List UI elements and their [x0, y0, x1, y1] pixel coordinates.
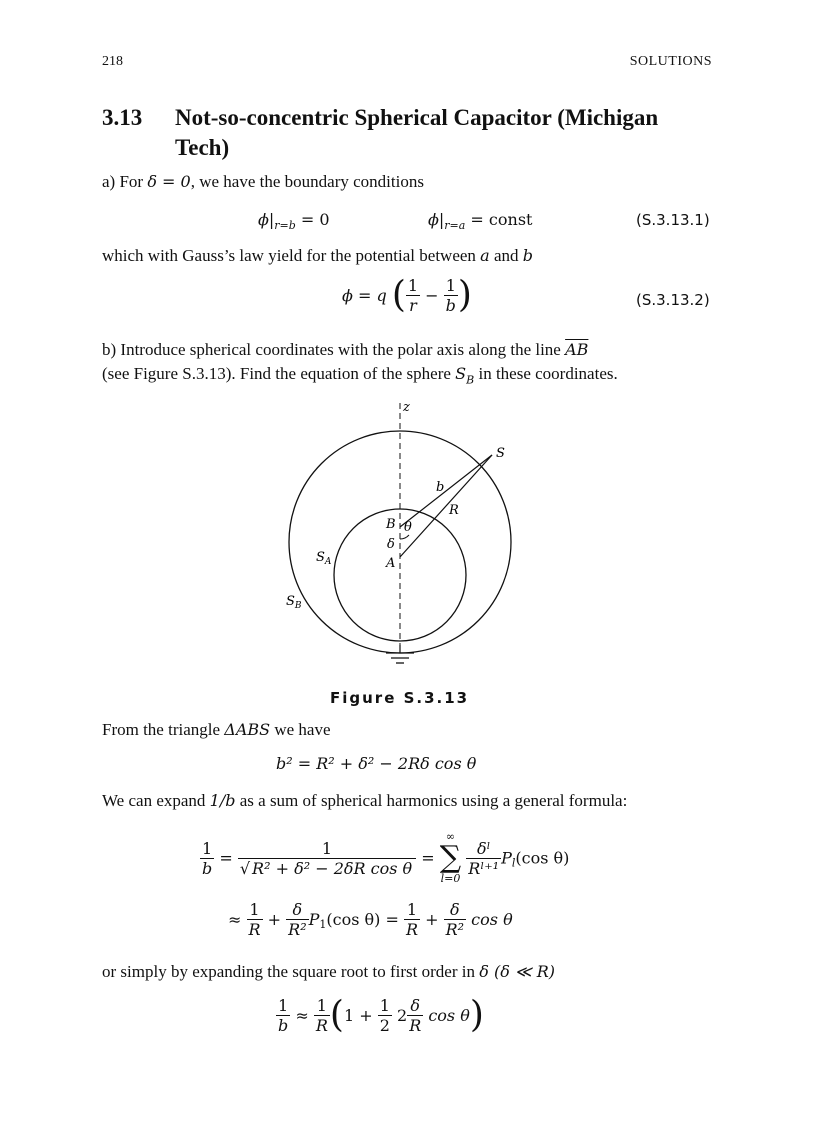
theta-arc [400, 535, 409, 539]
equation-1-right: $\phi|_{r=a}$ = const [428, 210, 533, 233]
line-BS [400, 455, 492, 527]
label-R: R [449, 503, 459, 518]
part-a-intro [102, 172, 424, 192]
equation-1-label: (S.3.13.1) [636, 211, 710, 229]
triangle-sentence: From the triangle ΔABS we have [102, 720, 331, 739]
label-A: A [386, 556, 396, 571]
part-a-suffix: , we have the boundary conditions [190, 172, 424, 191]
part-a-prefix: a) For [102, 172, 148, 191]
label-b: b [436, 480, 445, 495]
label-SA: $S_A$ [316, 550, 332, 567]
section-title-line2: Tech) [175, 135, 230, 160]
label-theta: θ [404, 520, 412, 535]
part-b-line1: b) Introduce spherical coordinates with the polar axis along the line $\overline{AB}$ [102, 340, 589, 359]
running-head: SOLUTIONS [629, 54, 712, 69]
law-of-cosines: b² = R² + δ² − 2Rδ cos θ [276, 754, 477, 773]
label-SB: $S_B$ [286, 594, 302, 611]
part-a-condition: δ = 0 [147, 172, 191, 191]
section-title [102, 103, 658, 163]
page-number: 218 [102, 54, 123, 69]
line-AS [400, 455, 492, 557]
capacitor-figure [260, 395, 540, 680]
equation-2-label: (S.3.13.2) [636, 291, 710, 309]
expand-sentence: We can expand 1/b as a sum of spherical harmonics using a general formula: [102, 791, 628, 810]
label-z: z [403, 400, 410, 415]
gauss-sentence: which with Gauss’s law yield for the potential between a and b [102, 246, 534, 265]
label-S: S [496, 446, 505, 461]
label-delta: δ [387, 537, 395, 552]
label-B: B [386, 517, 396, 532]
simply-sentence: or simply by expanding the square root to first order in δ (δ ≪ R) [102, 962, 556, 981]
figure-caption: Figure S.3.13 [330, 689, 470, 707]
final-equation: $\frac{1}{b}$ ≈ $\frac{1}{R}$ (1 + $\frac{1}{2}$ 2 $\frac{\delta}{R}$ cos θ) [278, 994, 484, 1036]
section-title-line1: Not-so-concentric Spherical Capacitor (Michigan [175, 105, 659, 130]
series-equation: $\frac{1}{b}$ = $\frac{1}{\text{√ R² + δ² − 2δR cos θ}}$ = ∞ ∑ l=0 $\frac{\text{δˡ}}{\text{Rˡ⁺¹}}$ $P_l(\cos$ θ) [202, 830, 570, 885]
equation-1-left: $\phi|_{r=b} = 0$ [258, 210, 330, 233]
equation-2: ϕ = q ( $\frac{1}{r}$ − $\frac{1}{b}$ ) [342, 274, 472, 316]
approximation-equation: ≈ $\frac{1}{R}$ + $\frac{\delta}{\text{R²}}$ $P_1(\cos$ θ) = $\frac{1}{R}$ + $\frac{\delta}{\text{R²}}$ cos θ [228, 900, 513, 939]
section-number: 3.13 [102, 105, 143, 130]
part-b-line2: (see Figure S.3.13). Find the equation of the sphere $S_B$ in these coordinates. [102, 364, 618, 387]
